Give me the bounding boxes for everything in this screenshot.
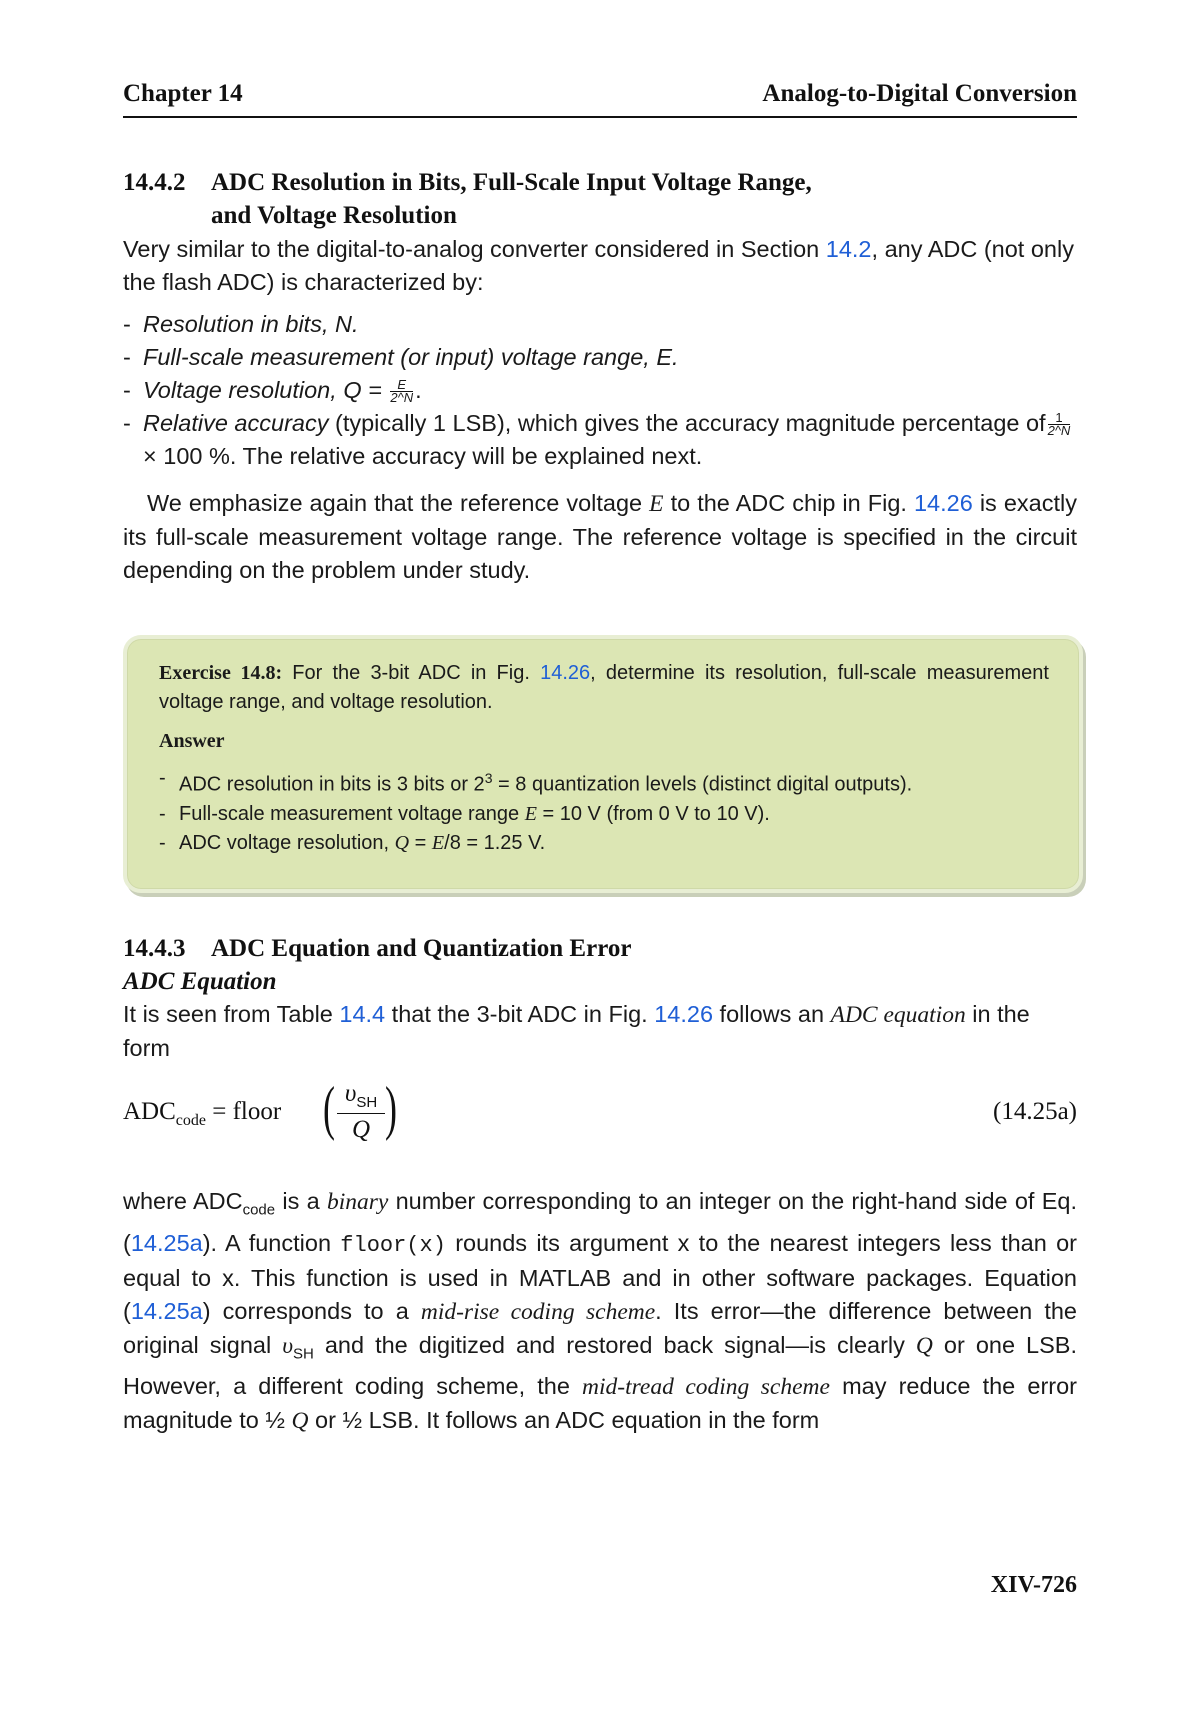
- list-item: - Voltage resolution, Q = $\frac{E}{2\^{}N}$ .: [123, 377, 422, 406]
- page-number: XIV-726: [990, 1572, 1077, 1598]
- list-item: - Full-scale measurement voltage range E = 10 V (from 0 V to 10 V).: [159, 802, 770, 825]
- figure-link[interactable]: 14.26: [540, 662, 591, 684]
- list-item: - Resolution in bits, N.: [123, 311, 359, 337]
- equation-link[interactable]: 14.25a: [130, 1229, 203, 1256]
- fraction: $\frac{1}{2\^{}N}$: [1047, 410, 1071, 439]
- equation-number: (14.25a): [993, 1098, 1077, 1125]
- left-paren: (: [322, 1075, 335, 1141]
- reference-voltage-paragraph: We emphasize again that the reference voltage E to the ADC chip in Fig. 14.26 is exactly its full-scale measurement voltage range. The reference voltage is specified in the circuit depending on the problem under study.: [123, 490, 1077, 583]
- exercise-box: [123, 635, 1083, 893]
- exercise-content: [159, 659, 1049, 858]
- section-number: 14.4.2: [123, 169, 186, 196]
- list-item: - ADC voltage resolution, Q = E/8 = 1.25 V.: [159, 831, 546, 854]
- exercise-statement: Exercise 14.8: For the 3-bit ADC in Fig. 14.26, determine its resolution, full-scale measurement voltage range, and voltage resolution.: [159, 662, 1049, 713]
- adc-equation-intro: It is seen from Table 14.4 that the 3-bit ADC in Fig. 14.26 follows an ADC equation in the form: [123, 1001, 1030, 1061]
- subsection-heading: ADC Equation: [123, 968, 277, 995]
- table-link[interactable]: 14.4: [339, 1001, 386, 1027]
- section-title: ADC Equation and Quantization Error: [211, 935, 632, 962]
- section-heading-14-4-2: [123, 166, 812, 232]
- section-heading-14-4-3: [123, 932, 631, 965]
- fraction: $\frac{E}{2\^{}N}$: [390, 377, 414, 406]
- section-title-line1: ADC Resolution in Bits, Full-Scale Input Voltage Range,: [211, 169, 812, 196]
- answer-heading: Answer: [159, 730, 225, 752]
- intro-text: Very similar to the digital-to-analog converter considered in Section 14.2, any ADC (not only the flash ADC) is characterized by:: [123, 236, 1074, 295]
- equation-14-25a: [123, 1075, 1077, 1150]
- section-title-line2: and Voltage Resolution: [211, 202, 457, 229]
- list-item: - Full-scale measurement (or input) voltage range, E.: [123, 344, 679, 370]
- section-link[interactable]: 14.2: [825, 236, 872, 262]
- figure-link[interactable]: 14.26: [654, 1001, 714, 1027]
- exercise-label: Exercise 14.8:: [159, 662, 283, 684]
- running-header: [123, 76, 1077, 118]
- list-item: - ADC resolution in bits is 3 bits or $2^3 = 8$ quantization levels (distinct digital outputs).: [159, 767, 913, 796]
- equation-link[interactable]: 14.25a: [130, 1297, 203, 1324]
- mid-rise-paragraph: where $ADC_{code}$ is a binary number corresponding to an integer on the right-hand side of Eq. (14.25a). A function floor(x) rounds its argument x to the nearest integers less than or equal to x. This function is used in MATLAB and in other software packages. Equation (14.25a) corresponds to a mid-rise coding scheme. Its error—the difference between the original signal $\upsilon_{SH}$ and the digitized and restored back signal—is clearly Q or one LSB. However, a different coding scheme, the mid-tread coding scheme may reduce the error magnitude to ½ Q or ½ LSB. It follows an ADC equation in the form: [123, 1188, 1078, 1435]
- code-floor: floor(x): [340, 1232, 446, 1258]
- answer-list: [159, 764, 1049, 858]
- characteristics-list: [123, 308, 1077, 473]
- equation-fraction: $\upsilon_{SH}$ Q: [337, 1080, 385, 1144]
- list-item: - Relative accuracy (typically 1 LSB), which gives the accuracy magnitude percentage of $\frac{1}{2\^{}N}$ × 100 %. The relative accuracy will be explained next.: [123, 410, 1071, 469]
- figure-link[interactable]: 14.26: [913, 490, 973, 516]
- section-number: 14.4.3: [123, 935, 186, 962]
- equation-lhs: $ADC_{code}$ = floor: [123, 1098, 282, 1129]
- chapter-label: Chapter 14: [123, 80, 243, 107]
- right-paren: ): [384, 1075, 397, 1141]
- chapter-title: Analog-to-Digital Conversion: [762, 80, 1077, 107]
- section-intro-paragraph: [123, 233, 1077, 587]
